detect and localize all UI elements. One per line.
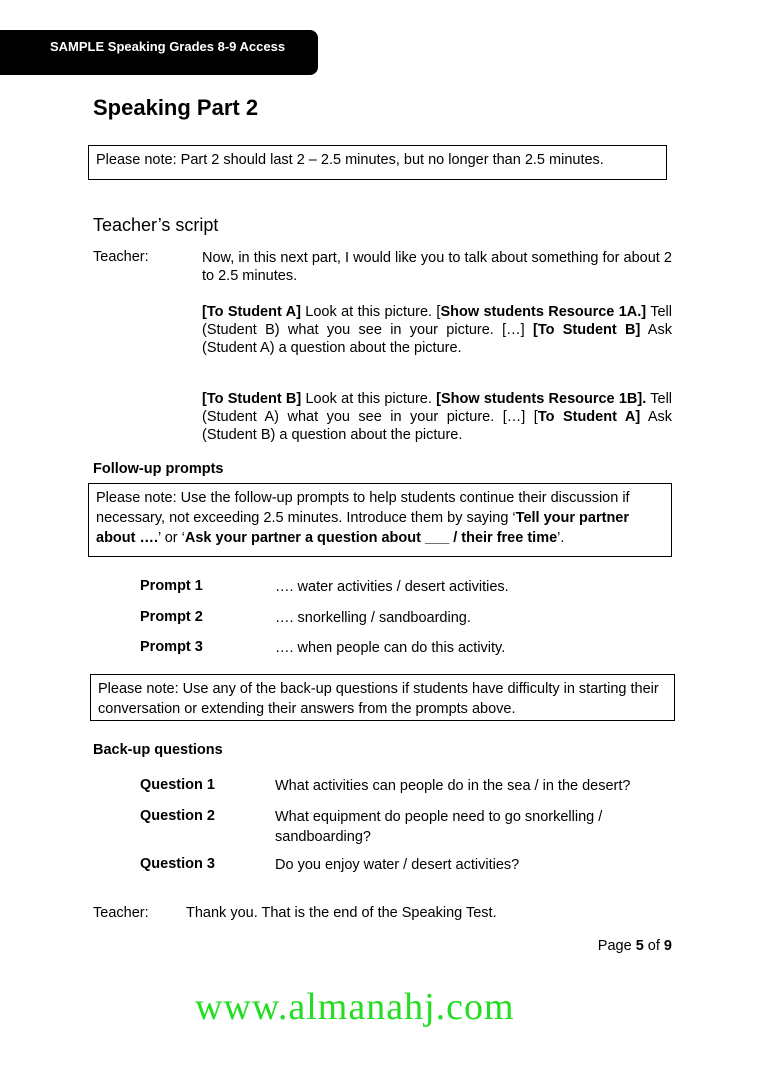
instruction-student-a (202, 303, 672, 357)
page-number (598, 938, 672, 954)
note-duration: Please note: Part 2 should last 2 – 2.5 minutes, but no longer than 2.5 minutes. (88, 145, 667, 180)
seg: [To Student B] (532, 322, 641, 338)
watermark: www.almanahj.com (195, 986, 515, 1028)
teacher-label: Teacher: (93, 249, 149, 265)
prompt-text: …. water activities / desert activities. (275, 579, 509, 595)
question-text: Do you enjoy water / desert activities? (275, 857, 520, 873)
followup-heading: Follow-up prompts (93, 461, 224, 477)
prompt-text: …. snorkelling / sandboarding. (275, 610, 471, 626)
seg: Look at this picture. [ (300, 304, 441, 320)
seg: Tell (Student B) what you see in your picture. […] (202, 304, 672, 338)
seg: Ask your partner a question about ___ / their free time (184, 530, 558, 546)
seg: Ask (Student A) a question about the picture. (202, 322, 672, 356)
seg: To Student A] (537, 409, 641, 425)
prompt-label: Prompt 2 (140, 609, 203, 625)
prompt-label: Prompt 1 (140, 578, 203, 594)
seg: Ask (Student B) a question about the picture. (202, 409, 673, 443)
instruction-student-b (202, 390, 672, 444)
question-label: Question 1 (140, 777, 215, 793)
note-followup (88, 483, 672, 557)
teacher-intro: Now, in this next part, I would like you to talk about something for about 2 to 2.5 minutes. (202, 250, 672, 284)
prompt-label: Prompt 3 (140, 639, 203, 655)
header-banner: SAMPLE Speaking Grades 8-9 Access (0, 30, 318, 75)
question-text: What activities can people do in the sea / in the desert? (275, 778, 631, 794)
prompt-text: …. when people can do this activity. (275, 640, 506, 656)
seg: Page (597, 938, 636, 954)
seg: 5 (635, 938, 644, 954)
seg: Look at this picture. (301, 391, 437, 407)
question-label: Question 2 (140, 808, 215, 824)
teacher-label: Teacher: (93, 905, 149, 921)
closing-text: Thank you. That is the end of the Speaking Test. (186, 905, 497, 921)
question-text: What equipment do people need to go snorkelling / sandboarding? (275, 809, 603, 845)
seg: Please note: Use the follow-up prompts to help students continue their discussion if necessary, not exceeding 2.5 minutes. Introduce them by saying ‘ (96, 490, 630, 526)
seg: [To Student A] (202, 304, 301, 320)
question-label: Question 3 (140, 856, 215, 872)
seg: 9 (663, 938, 672, 954)
backup-heading: Back-up questions (93, 742, 223, 758)
seg: of (643, 938, 664, 954)
script-heading: Teacher’s script (93, 215, 219, 235)
seg: ’. (557, 530, 565, 546)
seg: Tell (Student A) what you see in your picture. […] [ (202, 391, 673, 425)
note-backup: Please note: Use any of the back-up questions if students have difficulty in starting their conversation or extending their answers from the prompts above. (90, 674, 675, 721)
seg: Show students Resource 1A.] (440, 304, 647, 320)
seg: [Show students Resource 1B]. (436, 391, 647, 407)
seg: [To Student B] (202, 391, 302, 407)
seg: Tell your partner about …. (96, 510, 630, 546)
seg: ’ or ‘ (158, 530, 185, 546)
page-title: Speaking Part 2 (93, 95, 259, 120)
